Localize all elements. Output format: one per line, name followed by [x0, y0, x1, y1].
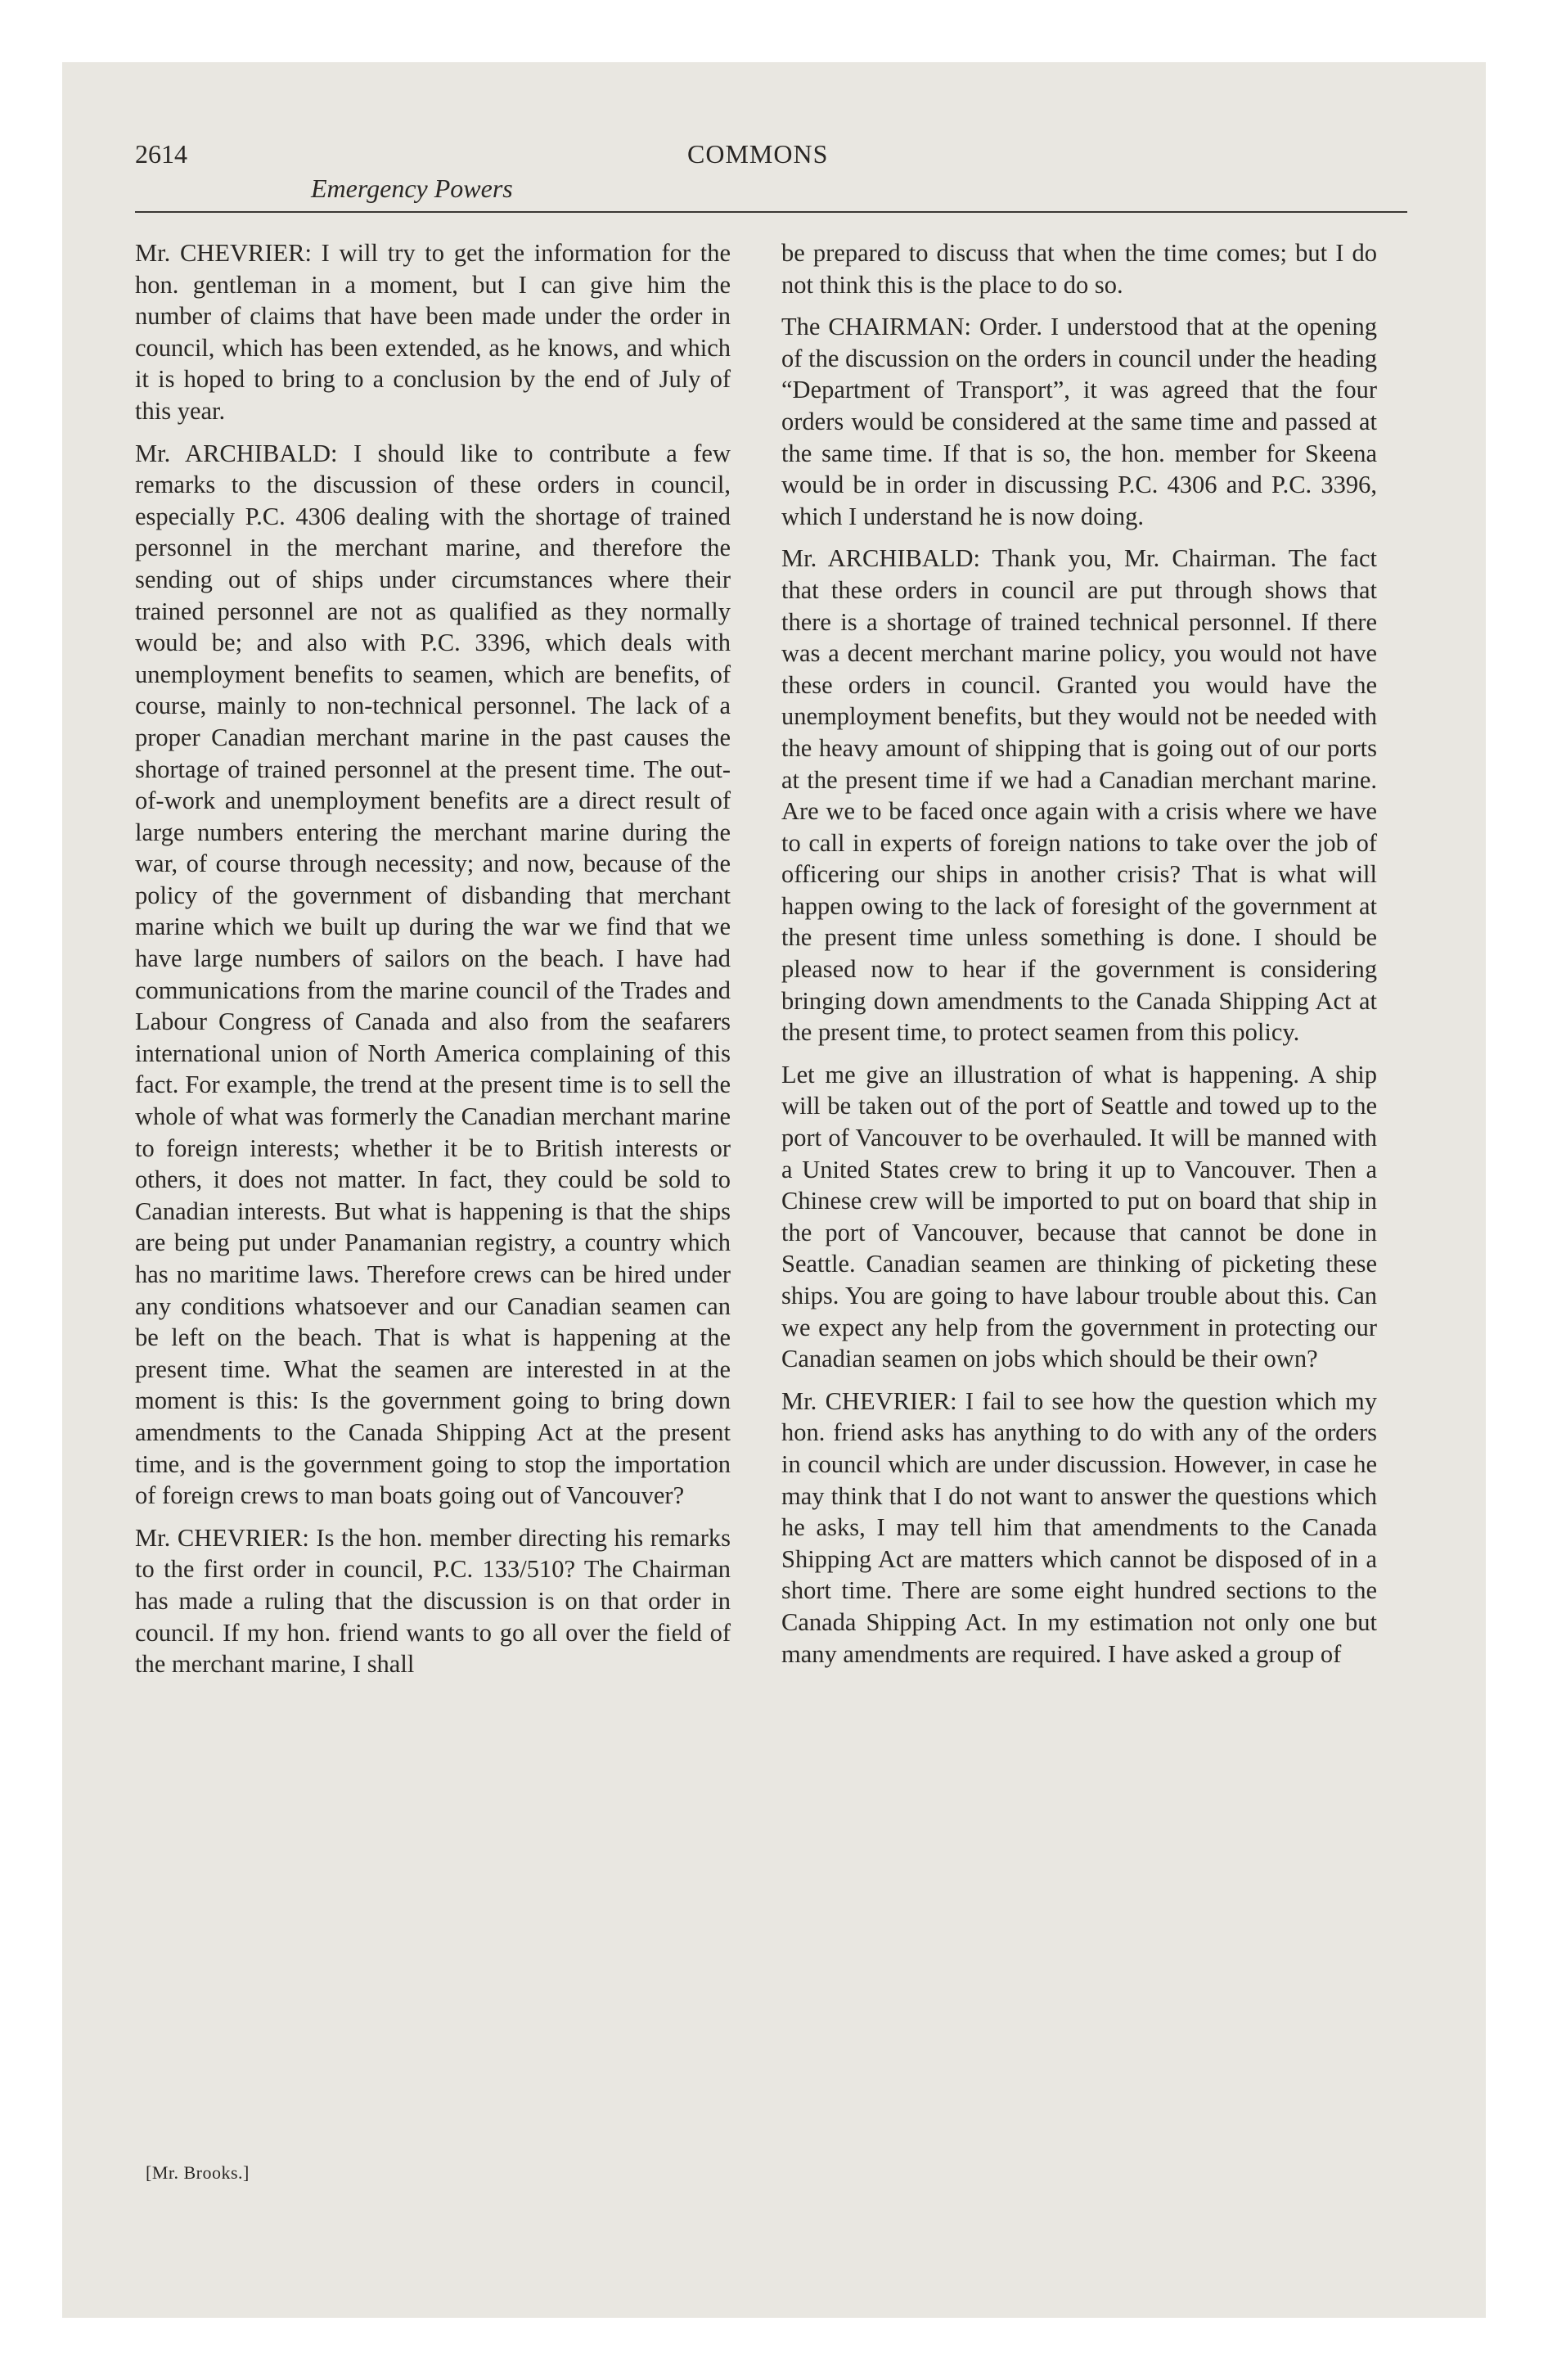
paragraph: Mr. CHEVRIER: I fail to see how the question which my hon. friend asks has anything to do with any of the orders in council which are under discussion. However, in case he may think that I do not want to answer the questions which he asks, I may tell him that amendments to the Canada Shipping Act are matters which cannot be disposed of in a short time. There are some eight hundred sections to the Canada Shipping Act. In my estimation not only one but many amendments are required. I have asked a group of — [781, 1386, 1377, 1668]
journal-title: COMMONS — [687, 139, 829, 169]
paragraph: be prepared to discuss that when the time comes; but I do not think this is the place to do so. — [781, 239, 1377, 299]
footer-note: [Mr. Brooks.] — [146, 2162, 250, 2183]
right-column — [781, 237, 1377, 1680]
paragraph: Mr. ARCHIBALD: I should like to contribute a few remarks to the discussion of these orders in council, especially P.C. 4306 dealing with the shortage of trained personnel in the merchant marine, and therefore the sending out of ships under circumstances where their trained personnel are not as qualified as they normally would be; and also with P.C. 3396, which deals with unemployment benefits to seamen, which are benefits, of course, mainly to non-technical personnel. The lack of a proper Canadian merchant marine in the past causes the shortage of trained personnel at the present time. The out-of-work and unemployment benefits are a direct result of large numbers entering the merchant marine during the war, of course through necessity; and now, because of the policy of the government of disbanding that merchant marine which we built up during the war we find that we have large numbers of sailors on the beach. I have had communications from the marine council of the Trades and Labour Congress of Canada and also from the seafarers international union of North America complaining of this fact. For example, the trend at the present time is to sell the whole of what was formerly the Canadian merchant marine to foreign interests; whether it be to British interests or others, it does not matter. In fact, they could be sold to Canadian interests. But what is happening is that the ships are being put under Panamanian registry, a country which has no maritime laws. Therefore crews can be hired under any conditions whatsoever and our Canadian seamen can be left on the beach. That is what is happening at the present time. What the seamen are interested in at the moment is this: Is the government going to bring down amendments to the Canada Shipping Act at the present time, and is the government going to stop the importation of foreign crews to man boats going out of Vancouver? — [135, 439, 731, 1510]
paragraph: Let me give an illustration of what is happening. A ship will be taken out of the port of Seattle and towed up to the port of Vancouver to be overhauled. It will be manned with a United States crew to bring it up to Vancouver. Then a Chinese crew will be imported to put on board that ship in the port of Vancouver, because that cannot be done in Seattle. Canadian seamen are thinking of picketing these ships. You are going to have labour trouble about this. Can we expect any help from the government in protecting our Canadian seamen on jobs which should be their own? — [781, 1060, 1377, 1373]
paragraph: Mr. ARCHIBALD: Thank you, Mr. Chairman. The fact that these orders in council are put through shows that there is a shortage of trained technical personnel. If there was a decent merchant marine policy, you would not have these orders in council. Granted you would have the unemployment benefits, but they would not be needed with the heavy amount of shipping that is going out of our ports at the present time if we had a Canadian merchant marine. Are we to be faced once again with a crisis where we have to call in experts of foreign nations to take over the job of officering our ships in another crisis? That is what will happen owing to the lack of foresight of the government at the present time unless something is done. I should be pleased now to hear if the government is considering bringing down amendments to the Canada Shipping Act at the present time, to protect seamen from this policy. — [781, 544, 1377, 1047]
paragraph: Mr. CHEVRIER: I will try to get the information for the hon. gentleman in a moment, but I can give him the number of claims that have been made under the order in council, which has been extended, as he knows, and which it is hoped to bring to a conclusion by the end of July of this year. — [135, 239, 731, 425]
section-title: Emergency Powers — [311, 174, 513, 203]
page-number: 2614 — [135, 139, 187, 169]
paragraph: The CHAIRMAN: Order. I understood that at the opening of the discussion on the orders in council under the heading “Department of Transport”, it was agreed that the four orders would be considered at the same time and passed at the same time. If that is so, the hon. member for Skeena would be in order in discussing P.C. 4306 and P.C. 3396, which I understand he is now doing. — [781, 313, 1377, 530]
header-rule — [135, 211, 1407, 213]
paragraph: Mr. CHEVRIER: Is the hon. member directing his remarks to the first order in council, P.C. 133/510? The Chairman has made a ruling that the discussion is on that order in council. If my hon. friend wants to go all over the field of the merchant marine, I shall — [135, 1523, 731, 1679]
left-column — [135, 237, 731, 1691]
page-header — [135, 139, 1407, 211]
